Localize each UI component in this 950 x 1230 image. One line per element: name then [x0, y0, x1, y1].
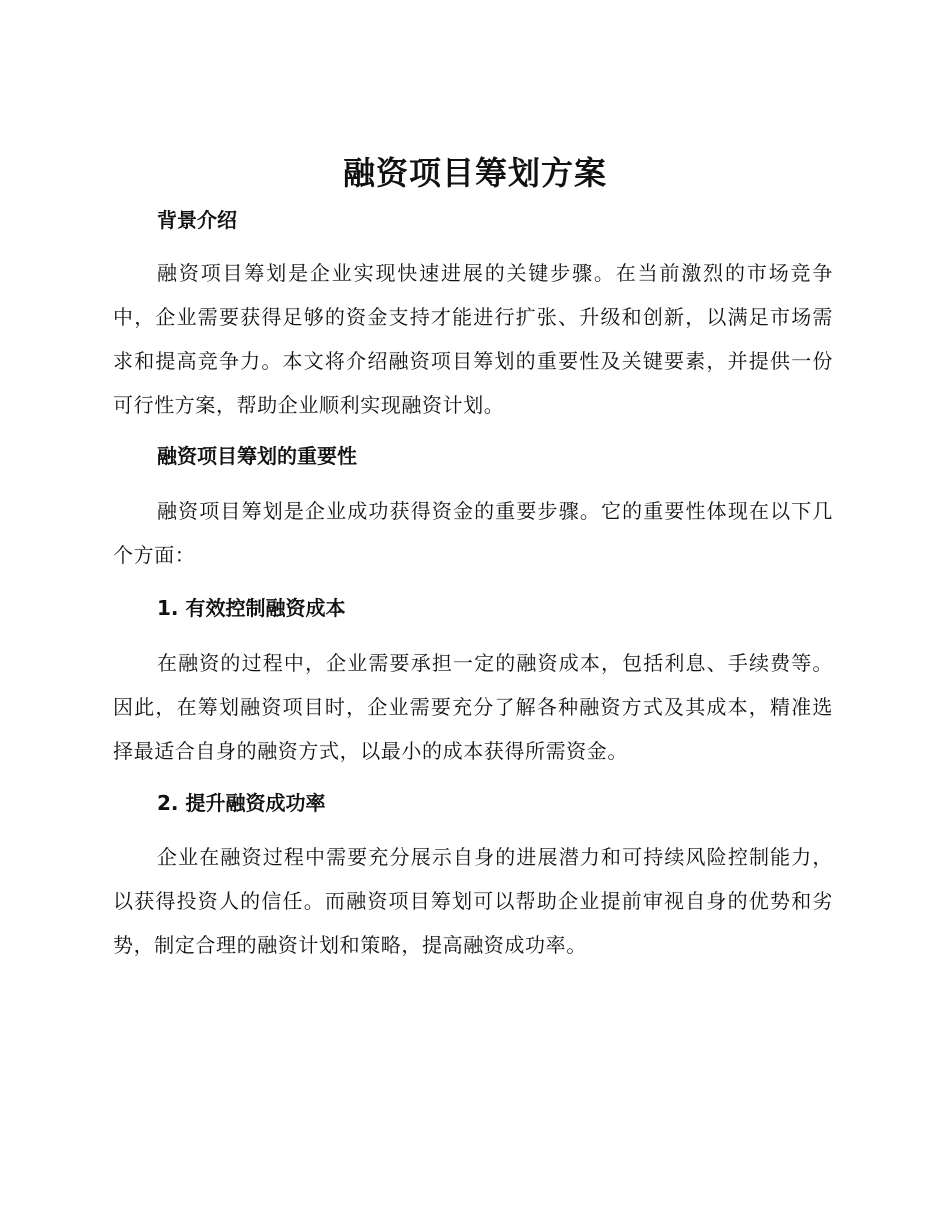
- section-paragraph-success-rate: 企业在融资过程中需要充分展示自身的进展潜力和可持续风险控制能力，以获得投资人的信任。而融资项目筹划可以帮助企业提前审视自身的优势和劣势，制定合理的融资计划和策略，提高融资成功率。: [113, 845, 833, 957]
- section-heading-cost-control: 1. 有效控制融资成本: [157, 596, 346, 620]
- document-title: 融资项目筹划方案: [342, 154, 607, 192]
- section-heading-background: 背景介绍: [157, 208, 237, 232]
- section-heading-success-rate: 2. 提升融资成功率: [157, 791, 326, 815]
- section-paragraph-background: 融资项目筹划是企业实现快速进展的关键步骤。在当前激烈的市场竞争中，企业需要获得足够的资金支持才能进行扩张、升级和创新，以满足市场需求和提高竞争力。本文将介绍融资项目筹划的重要性及关键要素，并提供一份可行性方案，帮助企业顺利实现融资计划。: [113, 261, 833, 417]
- section-paragraph-importance: 融资项目筹划是企业成功获得资金的重要步骤。它的重要性体现在以下几个方面：: [113, 499, 833, 567]
- section-paragraph-cost-control: 在融资的过程中，企业需要承担一定的融资成本，包括利息、手续费等。因此，在筹划融资项目时，企业需要充分了解各种融资方式及其成本，精准选择最适合自身的融资方式，以最小的成本获得所需资金。: [113, 651, 833, 763]
- section-heading-importance: 融资项目筹划的重要性: [157, 444, 357, 468]
